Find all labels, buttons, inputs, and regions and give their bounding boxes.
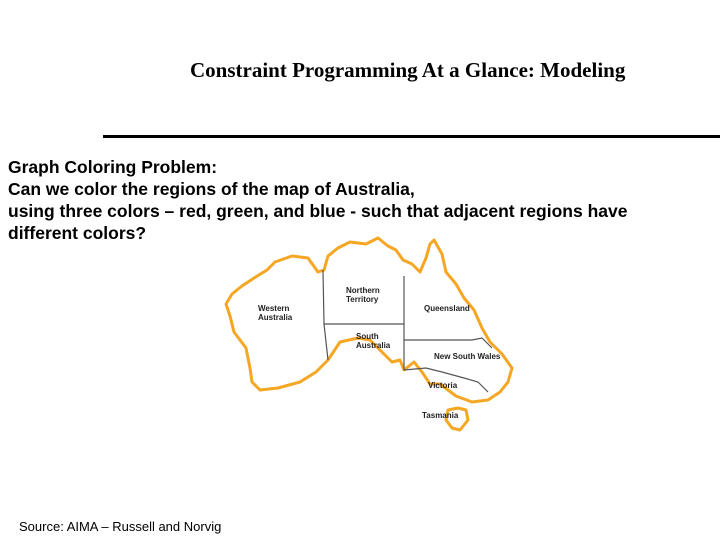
- label-tasmania: Tasmania: [422, 411, 459, 420]
- label-new-south-wales: New South Wales: [434, 352, 501, 361]
- problem-line-1: Can we color the regions of the map of Australia,: [8, 179, 415, 199]
- label-northern-territory: Northern Territory: [346, 286, 380, 304]
- problem-heading: Graph Coloring Problem:: [8, 157, 218, 177]
- problem-statement: [8, 156, 720, 244]
- australia-map: [220, 232, 530, 432]
- problem-line-3: different colors?: [8, 223, 147, 243]
- border-qld-nsw: [404, 338, 492, 348]
- source-citation: Source: AIMA – Russell and Norvig: [19, 519, 222, 534]
- border-wa: [323, 270, 328, 360]
- label-south-australia: South Australia: [356, 332, 391, 350]
- problem-line-2: using three colors – red, green, and blue - such that adjacent regions have: [8, 201, 628, 221]
- slide-title: Constraint Programming At a Glance: Modeling: [190, 58, 626, 82]
- label-western-australia: Western Australia: [258, 304, 293, 322]
- title-divider: [103, 135, 720, 138]
- label-victoria: Victoria: [428, 381, 458, 390]
- label-queensland: Queensland: [424, 304, 470, 313]
